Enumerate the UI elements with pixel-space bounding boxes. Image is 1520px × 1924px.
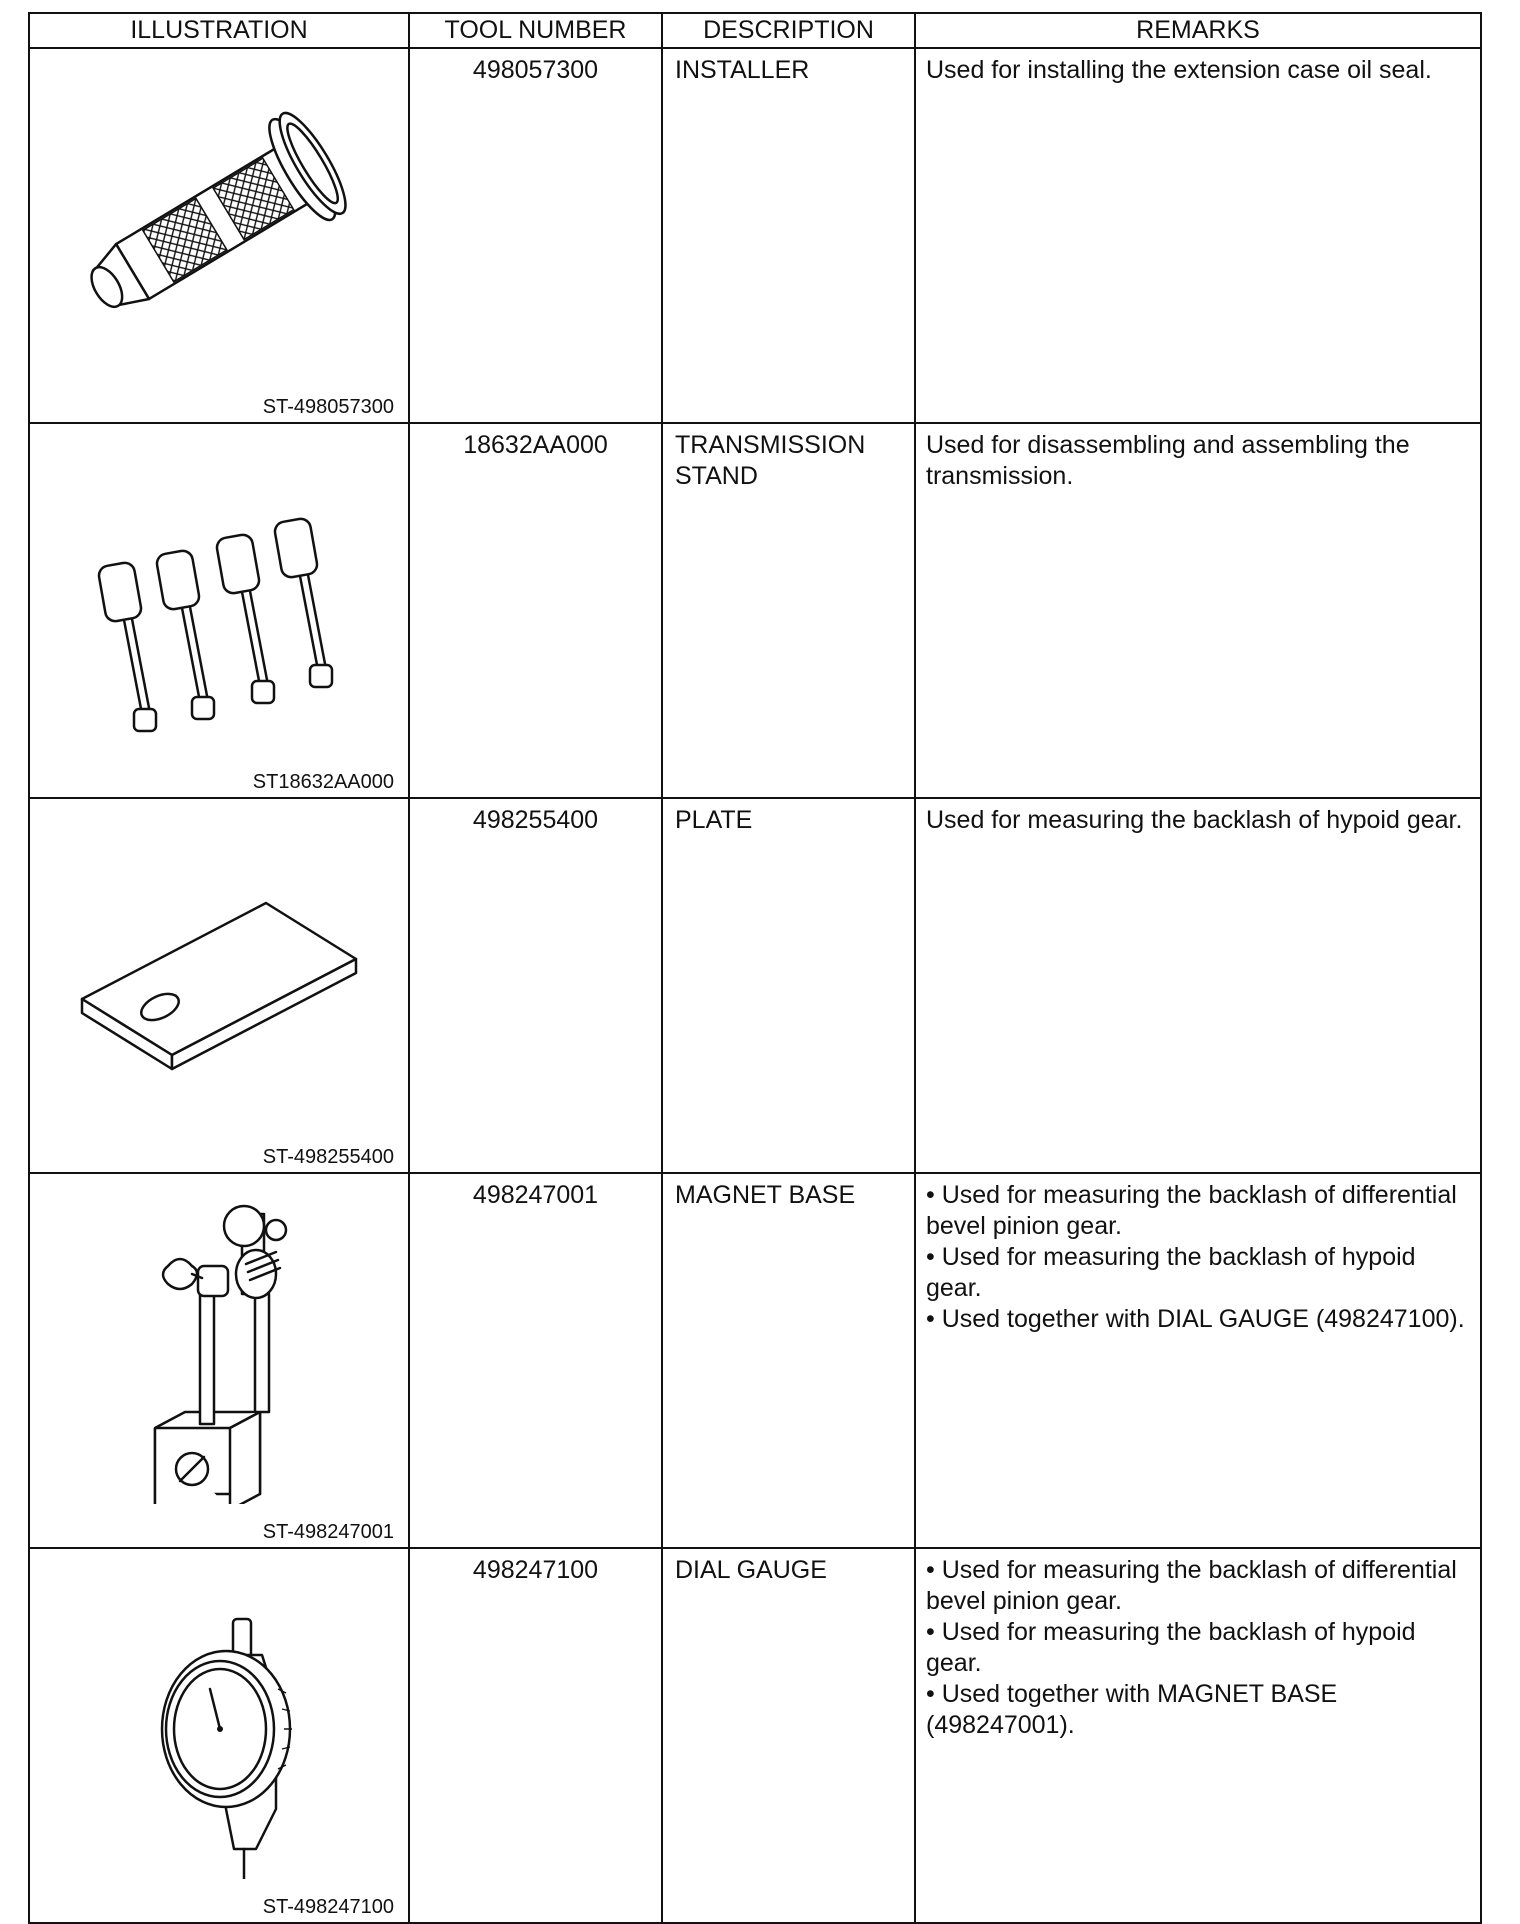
tool-number: 18632AA000 [409, 423, 662, 798]
tool-description: DIAL GAUGE [662, 1548, 915, 1923]
header-tool-number: TOOL NUMBER [409, 13, 662, 48]
illustration-cell [29, 423, 409, 798]
tool-description: MAGNET BASE [662, 1173, 915, 1548]
remark-line: • Used for measuring the backlash of hypoid gear. [926, 1618, 1416, 1677]
remark-line: • Used for measuring the backlash of hypoid gear. [926, 1243, 1416, 1302]
header-illustration: ILLUSTRATION [29, 13, 409, 48]
illustration-code: ST-498255400 [262, 1146, 394, 1168]
illustration-code: ST18632AA000 [252, 771, 394, 793]
illustration-cell [29, 1548, 409, 1923]
remark-line: Used for installing the extension case oil seal. [926, 56, 1432, 84]
tool-number: 498247001 [409, 1173, 662, 1548]
special-tools-table [28, 12, 1482, 1924]
tool-remarks [915, 48, 1481, 423]
remark-line: Used for disassembling and assembling the transmission. [926, 431, 1410, 490]
illustration-cell [29, 798, 409, 1173]
remark-line: • Used together with DIAL GAUGE (498247100). [926, 1305, 1465, 1333]
remark-line: • Used for measuring the backlash of differential bevel pinion gear. [926, 1556, 1457, 1615]
illustration-code: ST-498247001 [262, 1521, 394, 1543]
table-row [29, 1548, 1481, 1923]
magnet-base-icon [30, 1174, 410, 1504]
tool-number: 498247100 [409, 1548, 662, 1923]
illustration-cell [29, 1173, 409, 1548]
tool-number: 498057300 [409, 48, 662, 423]
plate-icon [30, 799, 410, 1129]
transmission-stand-icon [30, 424, 410, 754]
illustration-code: ST-498057300 [262, 396, 394, 418]
remark-line: • Used together with MAGNET BASE (498247001). [926, 1680, 1338, 1739]
tool-number: 498255400 [409, 798, 662, 1173]
tool-description: TRANSMISSION STAND [662, 423, 915, 798]
tool-description: INSTALLER [662, 48, 915, 423]
illustration-cell [29, 48, 409, 423]
remark-line: Used for measuring the backlash of hypoid gear. [926, 806, 1463, 834]
tool-remarks [915, 1173, 1481, 1548]
header-row [29, 13, 1481, 48]
illustration-code: ST-498247100 [262, 1896, 394, 1918]
table-row [29, 423, 1481, 798]
dial-gauge-icon [30, 1549, 410, 1879]
tool-description: PLATE [662, 798, 915, 1173]
table-row [29, 1173, 1481, 1548]
header-description: DESCRIPTION [662, 13, 915, 48]
tool-remarks [915, 1548, 1481, 1923]
remark-line: • Used for measuring the backlash of differential bevel pinion gear. [926, 1181, 1457, 1240]
tool-remarks [915, 798, 1481, 1173]
installer-icon [30, 49, 410, 379]
table-row [29, 48, 1481, 423]
header-remarks: REMARKS [915, 13, 1481, 48]
tool-remarks [915, 423, 1481, 798]
table-row [29, 798, 1481, 1173]
